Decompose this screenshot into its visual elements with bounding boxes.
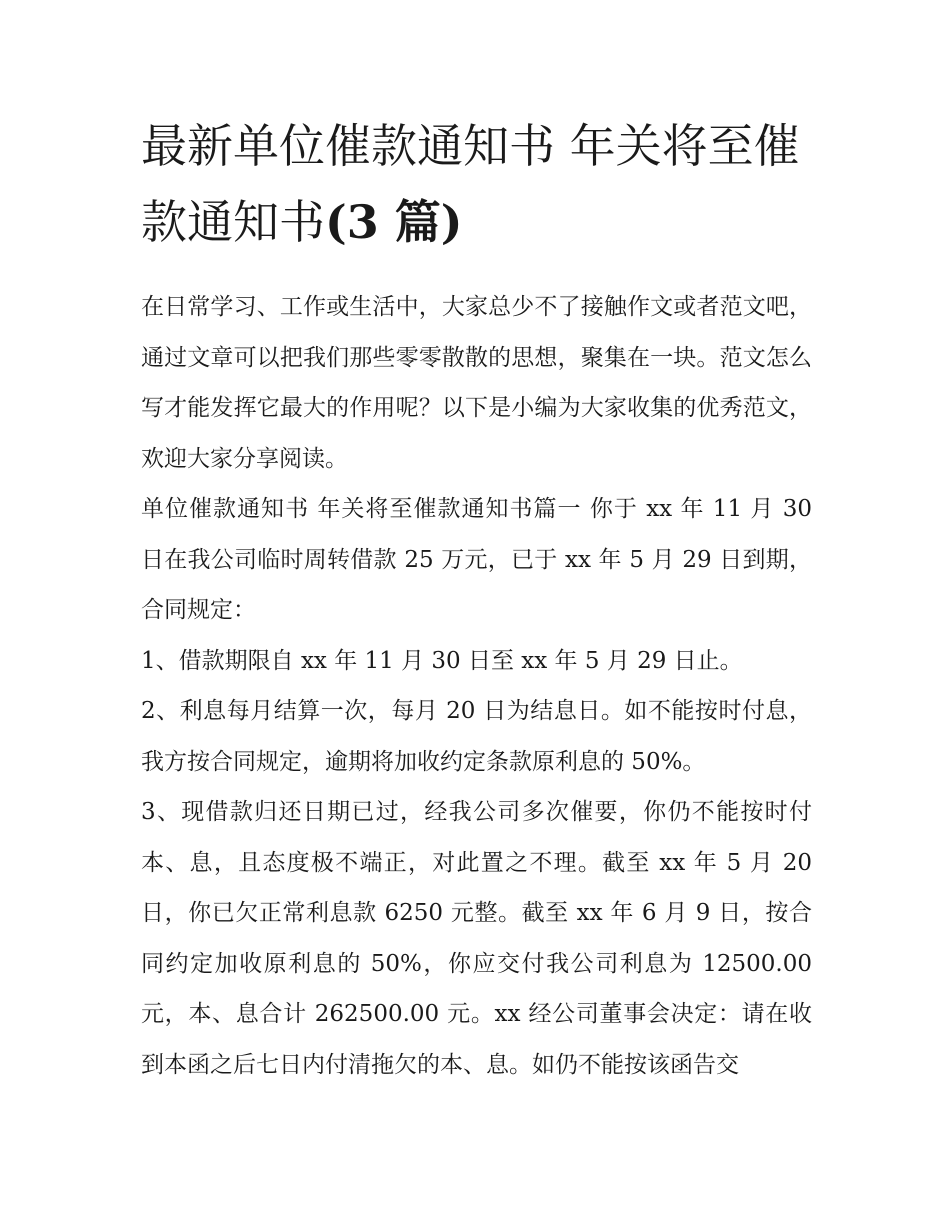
title-count: (3 篇) [325, 195, 463, 249]
section-heading-paragraph: 单位催款通知书 年关将至催款通知书篇一 你于 xx 年 11 月 30 日在我公司临时周转借款 25 万元，已于 xx 年 5 月 29 日到期，合同规定： [141, 496, 812, 623]
clause-2-paragraph: 2、利息每月结算一次，每月 20 日为结息日。如不能按时付息，我方按合同规定，逾期将加收约定条款原利息的 50%。 [141, 698, 812, 775]
intro-paragraph: 在日常学习、工作或生活中，大家总少不了接触作文或者范文吧，通过文章可以把我们那些零零散散的思想，聚集在一块。范文怎么写才能发挥它最大的作用呢？以下是小编为大家收集的优秀范文，欢迎大家分享阅读。 [141, 294, 812, 472]
clause-3-paragraph: 3、现借款归还日期已过，经我公司多次催要，你仍不能按时付本、息，且态度极不端正，对此置之不理。截至 xx 年 5 月 20 日，你已欠正常利息款 6250 元整。截至 xx 年 6 月 9 日，按合同约定加收原利息的 50%，你应交付我公司利息为 12500.00 元，本、息合计 262500.00 元。xx 经公司董事会决定：请在收到本函之后七日内付清拖欠的本、息。如仍不能按该函告交 [141, 799, 812, 1078]
document-title [141, 108, 812, 260]
title-text: 最新单位催款通知书 年关将至催款通知书 [141, 119, 800, 249]
clause-1-paragraph: 1、借款期限自 xx 年 11 月 30 日至 xx 年 5 月 29 日止。 [141, 647, 743, 674]
